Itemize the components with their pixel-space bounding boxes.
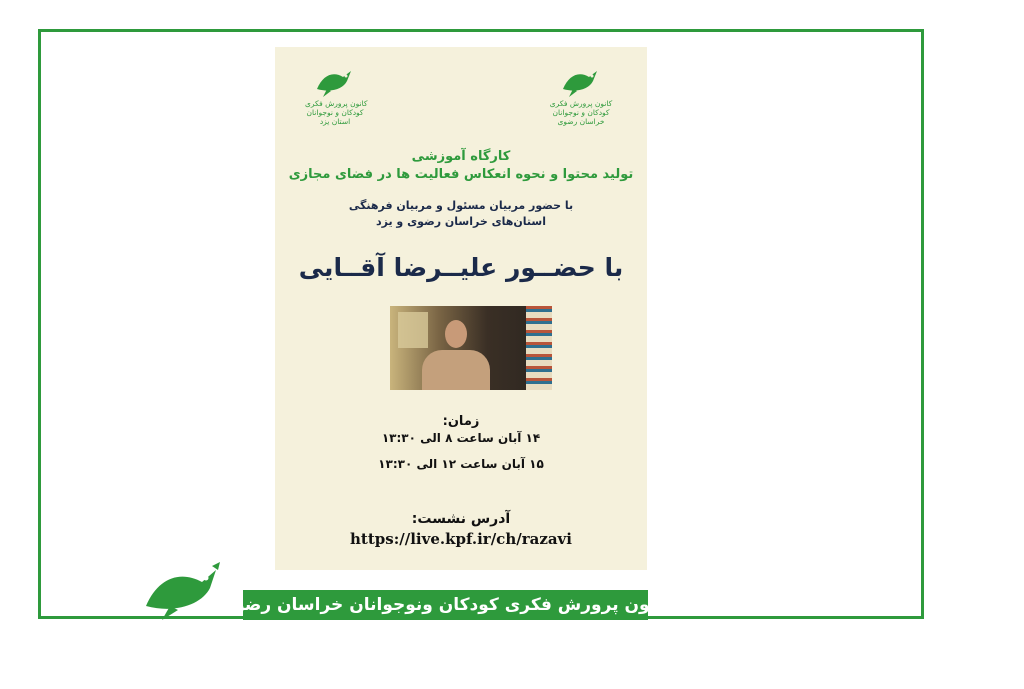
presenter-photo — [390, 306, 552, 390]
poster-subtitle: تولید محتوا و نحوه انعکاس فعالیت ها در فضای مجازی — [288, 167, 634, 182]
event-poster — [275, 47, 647, 570]
address-label: آدرس نشست: — [411, 511, 511, 527]
logo-line: خراسان رضوی — [557, 117, 605, 126]
kanoon-footer-logo — [140, 560, 240, 626]
poster-title: کارگاه آموزشی — [411, 149, 511, 164]
logo-line: کانون پرورش فکری — [549, 99, 613, 108]
kanoon-razavi-logo — [549, 67, 613, 126]
kanoon-bird-icon — [313, 67, 357, 99]
tile-pattern — [526, 306, 552, 390]
presenter-name: با حضــور علیــرضا آقــایی — [298, 253, 624, 282]
session-2-time: ۱۵ آبان ساعت ۱۲ الی ۱۳:۳۰ — [378, 457, 544, 471]
audience-line-1: با حضور مربیان مسئول و مربیان فرهنگی — [348, 199, 574, 212]
logo-line: کودکان و نوجوانان — [552, 108, 610, 117]
kanoon-bird-icon — [559, 67, 603, 99]
session-1-time: ۱۴ آبان ساعت ۸ الی ۱۳:۳۰ — [381, 431, 541, 445]
kanoon-yazd-logo — [305, 67, 368, 126]
logo-line: کانون پرورش فکری — [305, 99, 368, 108]
org-name-banner: کانون پرورش فکری کودکان ونوجوانان خراسان رضوی — [243, 590, 648, 620]
audience-line-2: استان‌های خراسان رضوی و یزد — [375, 215, 547, 228]
time-label: زمان: — [442, 414, 480, 429]
logo-line: کودکان و نوجوانان — [306, 108, 364, 117]
logo-line: استان یزد — [319, 117, 351, 126]
live-url-link[interactable]: https://live.kpf.ir/ch/razavi — [350, 530, 572, 548]
